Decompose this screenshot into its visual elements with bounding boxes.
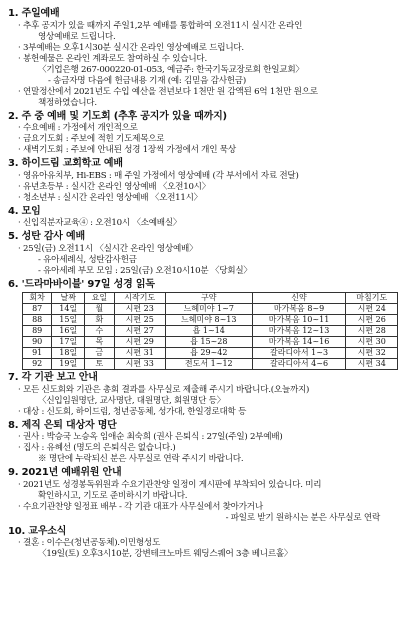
notice-line: · 수요기관찬양 일정표 배부 - 각 기관 대표가 사무실에서 찾아가거나 — [18, 501, 263, 512]
notice-line: · 결혼 : 이수은(청년공동체).이민형성도 — [18, 538, 161, 548]
section-title: 7. 각 기관 보고 안내 — [8, 372, 98, 383]
notice-line: - 파일로 받기 원하시는 분은 사무실로 연락 — [225, 512, 380, 523]
table-cell: 시편 29 — [114, 337, 165, 348]
section-sunday-worship — [8, 7, 410, 109]
table-cell: 갈라디아서 1~3 — [252, 348, 346, 359]
section-title: 3. 하이드림 교회학교 예배 — [8, 158, 123, 169]
table-cell: 시편 27 — [114, 326, 165, 337]
bank-account: 〈기업은행 267-000220-01-053, 예금주: 한국기독교장로회 한일교회〉 — [38, 64, 304, 75]
section-worship-committee — [8, 466, 410, 524]
section-title: 8. 제직 은퇴 대상자 명단 — [8, 419, 117, 431]
table-cell: 88 — [23, 315, 52, 326]
table-header-row — [23, 293, 398, 304]
table-cell: 목 — [85, 337, 114, 348]
section-christmas-service — [8, 230, 410, 277]
col-header: 요일 — [85, 293, 114, 304]
col-header: 회차 — [23, 293, 52, 304]
notice-line: 책정하였습니다. — [38, 97, 97, 108]
table-cell: 시편 33 — [114, 359, 165, 370]
notice-line: · 모든 신도회와 기관은 총회 결과를 사무실로 제출해 주시기 바랍니다.(오늘까지) — [18, 384, 310, 395]
table-cell: 욥 29~42 — [165, 348, 252, 359]
section-org-reports — [8, 371, 410, 418]
section-member-news — [8, 525, 410, 561]
section-bible-reading — [8, 278, 410, 371]
table-cell: 시편 25 — [114, 315, 165, 326]
section-church-school — [8, 157, 410, 204]
table-cell: 14일 — [52, 304, 85, 315]
section-title: 10. 교우소식 — [8, 525, 67, 537]
notice-line: · 청소년부 : 실시간 온라인 영상예배 〈오전11시〉 — [18, 192, 203, 203]
table-cell: 월 — [85, 304, 114, 315]
table-cell: 시편 34 — [346, 359, 398, 370]
notice-line: · 집사 : 유혜선 (명도의 은퇴식은 없습니다.) — [18, 443, 176, 453]
table-cell: 87 — [23, 304, 52, 315]
table-cell: 느헤미야 8~13 — [165, 315, 252, 326]
table-cell: 시편 30 — [346, 337, 398, 348]
table-cell: 92 — [23, 359, 52, 370]
table-cell: 시편 31 — [114, 348, 165, 359]
notice-line: ※ 명단에 누락되신 분은 사무실로 연락 주시기 바랍니다. — [38, 454, 244, 464]
table-cell: 전도서 1~12 — [165, 359, 252, 370]
notice-line: · 추후 공지가 있을 때까지 주일1,2부 예배를 통합하여 오전11시 실시간 온라인 — [18, 20, 303, 31]
col-header: 구약 — [165, 293, 252, 304]
col-header: 신약 — [252, 293, 346, 304]
table-cell: 90 — [23, 337, 52, 348]
table-cell: 16일 — [52, 326, 85, 337]
section-title: 6. '드라마바이블' 97일 성경 읽독 — [8, 278, 155, 290]
notice-line: · 수요예배 : 가정에서 개인적으로 — [18, 123, 138, 133]
notice-line: · 영유아유치부, Hi-EBS : 매 주일 가정에서 영상예배 (각 부서에서 자료 전달) — [18, 170, 299, 181]
section-retirement — [8, 419, 410, 466]
section-title: 4. 모임 — [8, 205, 41, 217]
table-row — [23, 337, 398, 348]
notice-line: · 신입직분자교육④ : 오전10시 〈소예배실〉 — [18, 218, 182, 228]
notice-line: · 봉헌예물은 온라인 계좌로도 참여하실 수 있습니다. — [18, 53, 207, 64]
notice-line: - 송금자명 다음에 헌금내용 기재 (예: 김믿음 감사헌금) — [48, 75, 246, 86]
notice-line: · 3부예배는 오후1시30분 실시간 온라인 영상예배로 드립니다. — [18, 42, 244, 53]
notice-line: · 연말정산에서 2021년도 수입 예산을 전년보다 1천만 원 감액된 6억 1천만 원으로 — [18, 86, 318, 97]
col-header: 마침기도 — [346, 293, 398, 304]
notice-line: · 25일(금) 오전11시 〈실시간 온라인 영상예배〉 — [18, 243, 198, 254]
table-cell: 시편 24 — [346, 304, 398, 315]
table-cell: 욥 15~28 — [165, 337, 252, 348]
table-cell: 마가복음 12~13 — [252, 326, 346, 337]
notice-line: 〈신입임원명단, 교사명단, 대원명단, 회원명단 등〉 — [38, 395, 226, 406]
notice-line: · 유년초등부 : 실시간 온라인 영상예배 〈오전10시〉 — [18, 181, 211, 192]
notice-line: - 유아세례식, 성탄감사헌금 — [38, 254, 137, 265]
notice-line: · 새벽기도회 : 주보에 안내된 성경 1장씩 가정에서 개인 묵상 — [18, 145, 236, 155]
table-cell: 마가복음 14~16 — [252, 337, 346, 348]
col-header: 날짜 — [52, 293, 85, 304]
section-title: 5. 성탄 감사 예배 — [8, 231, 85, 242]
table-cell: 갈라디아서 4~6 — [252, 359, 346, 370]
table-cell: 느헤미야 1~7 — [165, 304, 252, 315]
table-row — [23, 315, 398, 326]
table-cell: 15일 — [52, 315, 85, 326]
notice-line: · 2021년도 성경봉독위원과 수요기관찬양 일정이 게시판에 부착되어 있습니다. 미리 — [18, 479, 322, 490]
table-row — [23, 326, 398, 337]
table-row — [23, 359, 398, 370]
section-weekday-worship — [8, 110, 410, 157]
table-cell: 17일 — [52, 337, 85, 348]
notice-line: · 금요기도회 : 주보에 적힌 기도제목으로 — [18, 134, 165, 144]
table-cell: 91 — [23, 348, 52, 359]
reading-schedule-table — [22, 292, 398, 370]
table-row — [23, 304, 398, 315]
table-cell: 89 — [23, 326, 52, 337]
notice-line: 확인하시고, 기도로 준비하시기 바랍니다. — [38, 490, 188, 501]
table-cell: 화 — [85, 315, 114, 326]
table-cell: 시편 23 — [114, 304, 165, 315]
section-title: 2. 주 중 예배 및 기도회 (추후 공지가 있을 때까지) — [8, 110, 227, 122]
table-cell: 마가복음 10~11 — [252, 315, 346, 326]
table-cell: 19일 — [52, 359, 85, 370]
table-cell: 토 — [85, 359, 114, 370]
notice-line: · 권사 : 박승국 노승옥 임애순 최숙희 (권사 은퇴식 : 27일(주일) 2부예배) — [18, 432, 283, 442]
notice-line: 영상예배로 드립니다. — [38, 31, 116, 42]
table-cell: 시편 28 — [346, 326, 398, 337]
table-row — [23, 348, 398, 359]
table-cell: 시편 32 — [346, 348, 398, 359]
col-header: 시작기도 — [114, 293, 165, 304]
section-title: 1. 주일예배 — [8, 8, 60, 19]
table-cell: 금 — [85, 348, 114, 359]
table-cell: 욥 1~14 — [165, 326, 252, 337]
table-cell: 18일 — [52, 348, 85, 359]
table-cell: 시편 26 — [346, 315, 398, 326]
table-cell: 마가복음 8~9 — [252, 304, 346, 315]
table-cell: 수 — [85, 326, 114, 337]
notice-line: 〈19일(토) 오후3시10분, 강변테크노마트 웨딩스퀘어 3층 베니르홀〉 — [38, 549, 293, 559]
section-title: 9. 2021년 예배위원 안내 — [8, 467, 122, 478]
notice-line: - 유아세례 부모 모임 : 25일(금) 오전10시10분 〈당회실〉 — [38, 265, 252, 276]
section-meetings — [8, 205, 410, 230]
notice-line: · 대상 : 신도회, 하이드림, 청년공동체, 성가대, 한일경로대학 등 — [18, 406, 247, 417]
